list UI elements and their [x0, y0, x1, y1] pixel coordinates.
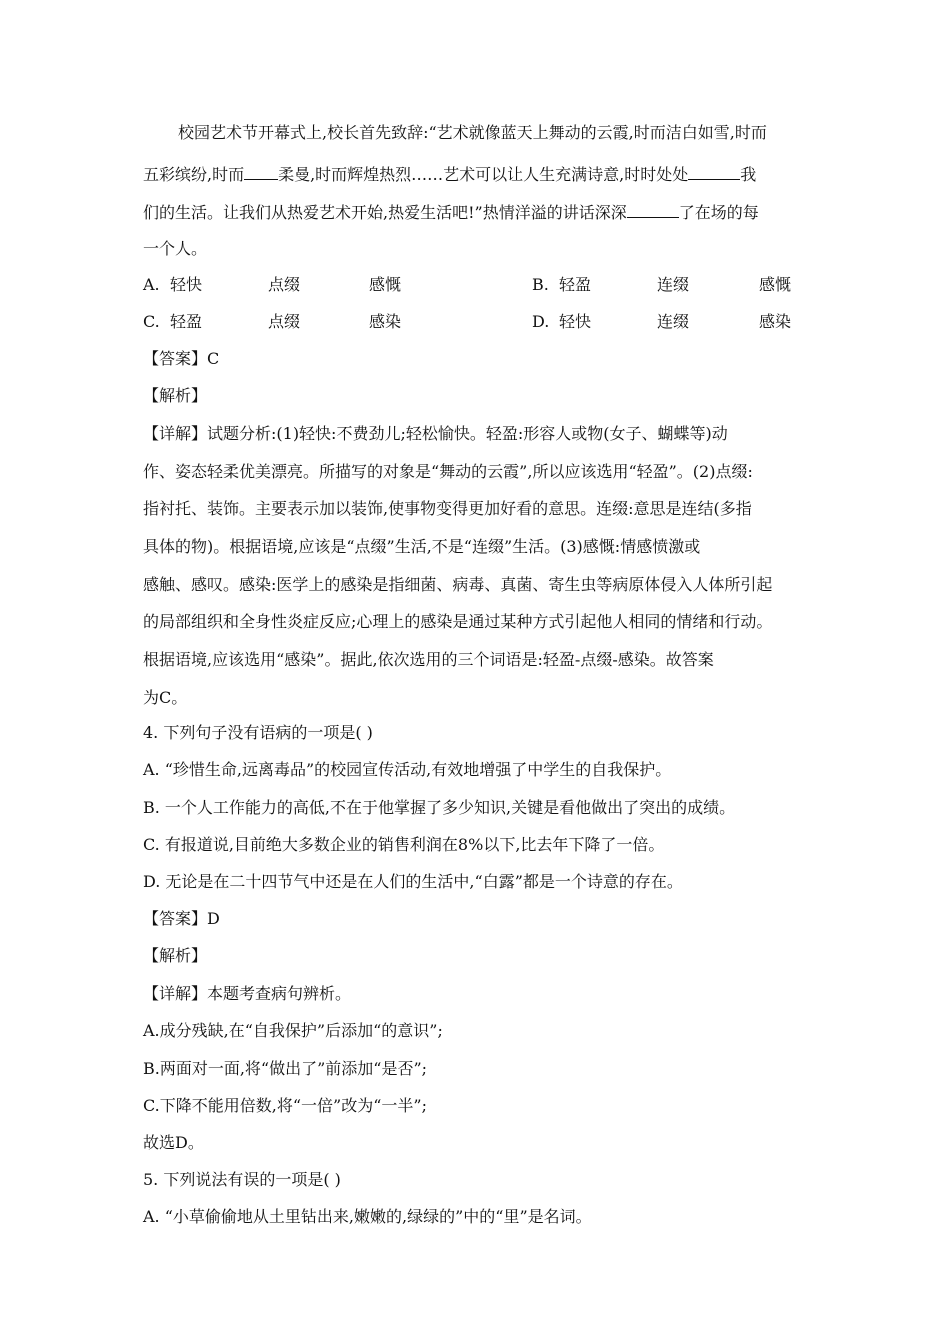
q4-detail-line: B.两面对一面,将“做出了”前添加“是否”; [143, 1059, 428, 1078]
q3-detail-line: 为C。 [143, 688, 188, 707]
q4-option-a: A. “珍惜生命,远离毒品”的校园宣传活动,有效地增强了中学生的自我保护。 [143, 760, 672, 779]
q4-option-b: B. 一个人工作能力的高低,不在于他掌握了多少知识,关键是看他做出了突出的成绩。 [143, 798, 736, 817]
q3-detail-line: 作、姿态轻柔优美漂亮。所描写的对象是“舞动的云霞”,所以应该选用“轻盈”。(2)点缀: [143, 462, 753, 481]
q5-stem: 5. 下列说法有误的一项是( ) [143, 1170, 341, 1189]
q4-detail-line: 【详解】本题考查病句辨析。 [143, 984, 352, 1003]
q4-stem: 4. 下列句子没有语病的一项是( ) [143, 723, 373, 742]
q3-answer: 【答案】C [143, 349, 220, 368]
q4-detail-line: A.成分残缺,在“自我保护”后添加“的意识”; [143, 1021, 443, 1040]
q4-option-d: D. 无论是在二十四节气中还是在人们的生活中,“白露”都是一个诗意的存在。 [143, 872, 683, 891]
q3-stem-line-4: 一个人。 [143, 239, 208, 258]
q3-detail-line: 【详解】试题分析:(1)轻快:不费劲儿;轻松愉快。轻盈:形容人或物(女子、蝴蝶等)动 [143, 424, 728, 443]
q3-detail-line: 的局部组织和全身性炎症反应;心理上的感染是通过某种方式引起他人相同的情绪和行动。 [143, 612, 773, 631]
q4-option-c: C. 有报道说,目前绝大多数企业的销售利润在8%以下,比去年下降了一倍。 [143, 835, 665, 854]
blank-3 [627, 201, 679, 218]
q4-answer: 【答案】D [143, 909, 220, 928]
blank-1 [244, 163, 278, 180]
q4-analysis-title: 【解析】 [143, 946, 208, 965]
q4-detail-line: C.下降不能用倍数,将“一倍”改为“一半”; [143, 1096, 427, 1115]
q3-detail-line: 指衬托、装饰。主要表示加以装饰,使事物变得更加好看的意思。连缀:意思是连结(多指 [143, 499, 752, 518]
exam-page: 校园艺术节开幕式上,校长首先致辞:“艺术就像蓝天上舞动的云霞,时而洁白如雪,时而 五彩缤纷,时而 柔曼,时而辉煌热烈……艺术可以让人生充满诗意,时时处处 我 们的生活。让我们从热爱艺术开始,热爱生活吧!”热情洋溢的讲话深深 了在场的每 一个人。 A. 轻快 点缀 感慨 B. 轻盈 连缀 感慨 C. 轻盈 点缀 感染 D. 轻快 连缀 感染 【答案】C 【解析】 【详解】试题分析:(1)轻快:不费劲儿;轻松愉快。轻盈:形容人或物(女子、蝴蝶等)动 作、姿态轻柔优美漂亮。所描写的对象是“舞动的云霞”,所以应该选用“轻盈”。(2)点缀: 指衬托、装饰。主要表示加以装饰,使事物变得更加好看的意思。连缀:意思是连结(多指 具体的物)。根据语境,应该是“点缀”生活,不是“连缀”生活。(3)感慨:情感愤激或 感触、感叹。感染:医学上的感染是指细菌、病毒、真菌、寄生虫等病原体侵入人体所引起 的局部组织和全身性炎症反应;心理上的感染是通过某种方式引起他人相同的情绪和行动。 根据语境,应该选用“感染”。据此,依次选用的三个词语是:轻盈-点缀-感染。故答案 为C。 4. 下列句子没有语病的一项是( ) A. “珍惜生命,远离毒品”的校园宣传活动,有效地增强了中学生的自我保护。 B. 一个人工作能力的高低,不在于他掌握了多少知识,关键是看他做出了突出的成绩。 C. 有报道说,目前绝大多数企业的销售利润在8%以下,比去年下降了一倍。 D. 无论是在二十四节气中还是在人们的生活中,“白露”都是一个诗意的存在。 【答案】D 【解析】 【详解】本题考查病句辨析。 A.成分残缺,在“自我保护”后添加“的意识”; B.两面对一面,将“做出了”前添加“是否”; C.下降不能用倍数,将“一倍”改为“一半”; 故选D。 5. 下列说法有误的一项是( ) A. “小草偷偷地从土里钻出来,嫩嫩的,绿绿的”中的“里”是名词。 [143, 123, 792, 1226]
q3-stem-line-3: 们的生活。让我们从热爱艺术开始,热爱生活吧!”热情洋溢的讲话深深 了在场的每 [143, 203, 759, 222]
q5-option-a: A. “小草偷偷地从土里钻出来,嫩嫩的,绿绿的”中的“里”是名词。 [143, 1207, 592, 1226]
q3-analysis-title: 【解析】 [143, 386, 208, 405]
q3-stem-line-1: 校园艺术节开幕式上,校长首先致辞:“艺术就像蓝天上舞动的云霞,时而洁白如雪,时而 [178, 123, 767, 142]
q4-detail-line: 故选D。 [143, 1133, 204, 1152]
q3-stem-line-2: 五彩缤纷,时而 柔曼,时而辉煌热烈……艺术可以让人生充满诗意,时时处处 我 [143, 165, 757, 184]
q3-detail-line: 根据语境,应该选用“感染”。据此,依次选用的三个词语是:轻盈-点缀-感染。故答案 [143, 650, 714, 669]
q3-detail-line: 感触、感叹。感染:医学上的感染是指细菌、病毒、真菌、寄生虫等病原体侵入人体所引起 [143, 575, 773, 594]
blank-2 [688, 163, 740, 180]
q3-detail-line: 具体的物)。根据语境,应该是“点缀”生活,不是“连缀”生活。(3)感慨:情感愤激或 [143, 537, 701, 556]
